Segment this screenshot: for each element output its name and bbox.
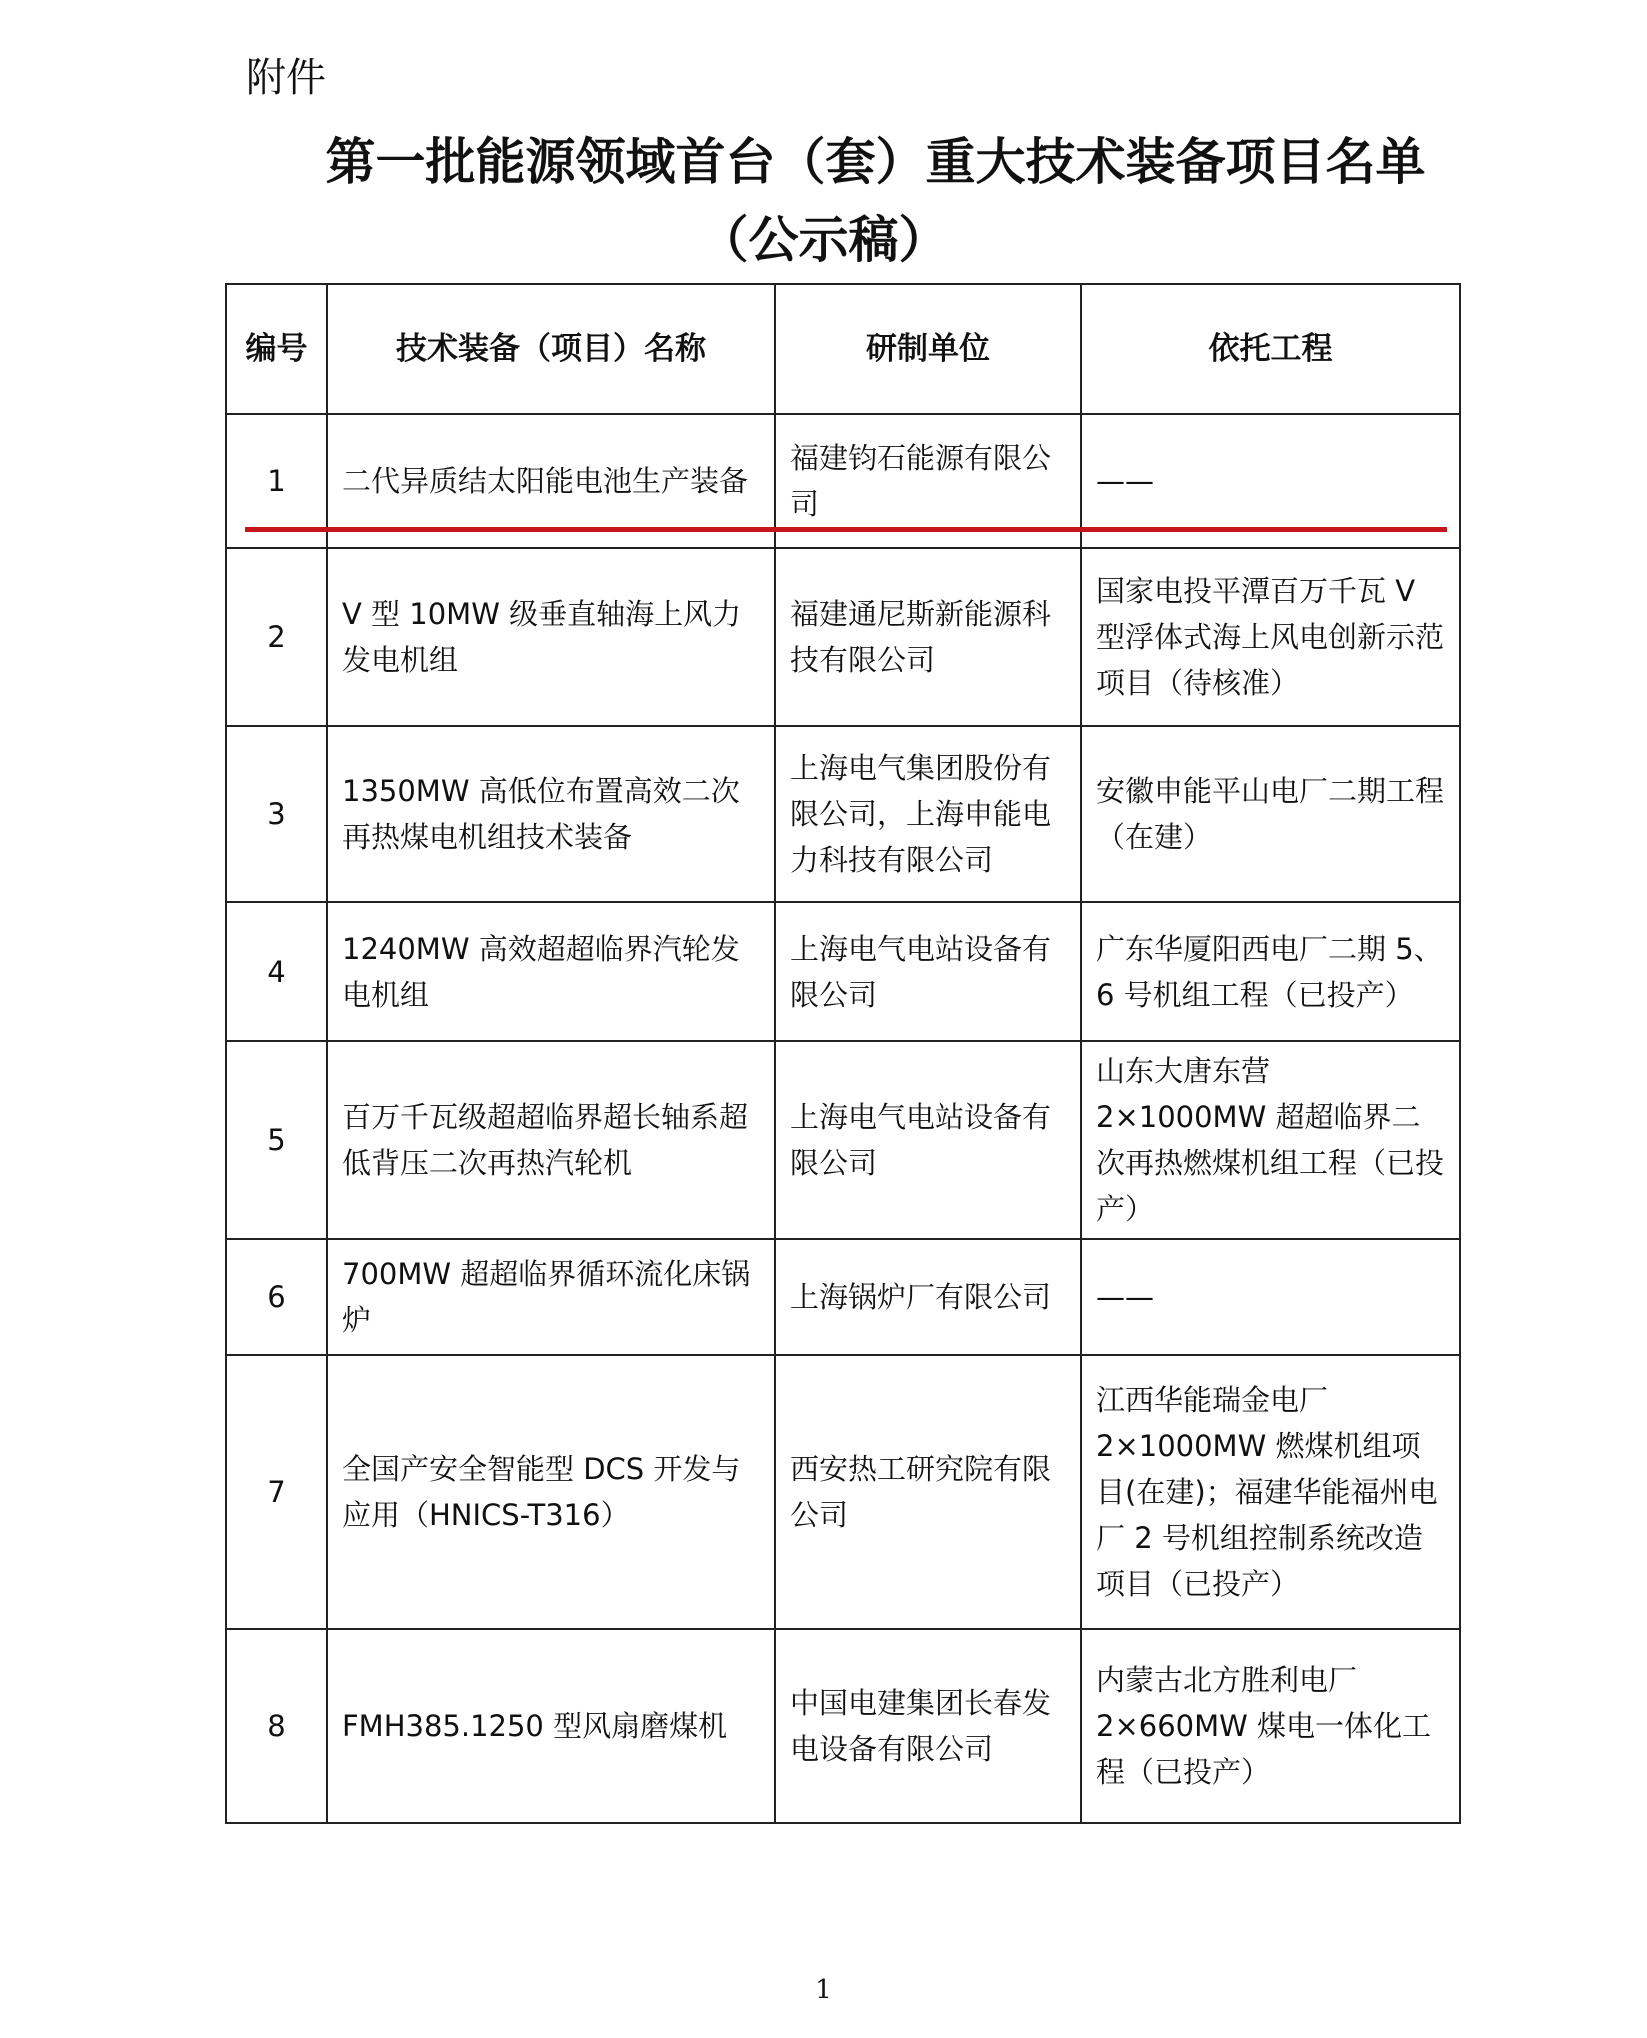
project-list-table <box>225 283 1461 1824</box>
table-row <box>226 1355 1460 1629</box>
cell-developer: 上海电气电站设备有限公司 <box>775 902 1081 1041</box>
table-row <box>226 548 1460 726</box>
cell-developer: 上海电气集团股份有限公司，上海申能电力科技有限公司 <box>775 726 1081 902</box>
attachment-label: 附件 <box>246 55 326 101</box>
cell-supporting-project: 国家电投平潭百万千瓦 V 型浮体式海上风电创新示范项目（待核准） <box>1081 548 1460 726</box>
column-header-developer: 研制单位 <box>775 284 1081 414</box>
cell-number: 5 <box>226 1041 327 1239</box>
cell-number: 4 <box>226 902 327 1041</box>
cell-supporting-project: 安徽申能平山电厂二期工程（在建） <box>1081 726 1460 902</box>
cell-equipment-name: 二代异质结太阳能电池生产装备 <box>327 414 775 548</box>
cell-equipment-name: 700MW 超超临界循环流化床锅炉 <box>327 1239 775 1355</box>
table-row <box>226 902 1460 1041</box>
cell-equipment-name: 1240MW 高效超超临界汽轮发电机组 <box>327 902 775 1041</box>
column-header-equipment-name: 技术装备（项目）名称 <box>327 284 775 414</box>
cell-supporting-project: —— <box>1081 414 1460 548</box>
cell-equipment-name: 百万千瓦级超超临界超长轴系超低背压二次再热汽轮机 <box>327 1041 775 1239</box>
cell-supporting-project: 江西华能瑞金电厂 2×1000MW 燃煤机组项目(在建)；福建华能福州电厂 2 号机组控制系统改造项目（已投产） <box>1081 1355 1460 1629</box>
table-row <box>226 1629 1460 1823</box>
table-header-row <box>226 284 1460 414</box>
cell-number: 1 <box>226 414 327 548</box>
cell-equipment-name: V 型 10MW 级垂直轴海上风力发电机组 <box>327 548 775 726</box>
document-title: 第一批能源领域首台（套）重大技术装备项目名单 <box>325 132 1426 191</box>
column-header-supporting-project: 依托工程 <box>1081 284 1460 414</box>
cell-developer: 上海电气电站设备有限公司 <box>775 1041 1081 1239</box>
cell-number: 8 <box>226 1629 327 1823</box>
cell-developer: 福建钧石能源有限公司 <box>775 414 1081 548</box>
table-row <box>226 726 1460 902</box>
cell-number: 2 <box>226 548 327 726</box>
cell-equipment-name: FMH385.1250 型风扇磨煤机 <box>327 1629 775 1823</box>
cell-supporting-project: 广东华厦阳西电厂二期 5、6 号机组工程（已投产） <box>1081 902 1460 1041</box>
cell-supporting-project: 山东大唐东营 2×1000MW 超超临界二次再热燃煤机组工程（已投产） <box>1081 1041 1460 1239</box>
cell-equipment-name: 全国产安全智能型 DCS 开发与应用（HNICS-T316） <box>327 1355 775 1629</box>
table-row <box>226 1239 1460 1355</box>
column-header-number: 编号 <box>226 284 327 414</box>
cell-developer: 中国电建集团长春发电设备有限公司 <box>775 1629 1081 1823</box>
cell-developer: 上海锅炉厂有限公司 <box>775 1239 1081 1355</box>
red-underline-annotation <box>245 527 1447 532</box>
document-subtitle: （公示稿） <box>698 210 949 269</box>
page-number: 1 <box>815 1975 832 2005</box>
table-row <box>226 1041 1460 1239</box>
cell-number: 6 <box>226 1239 327 1355</box>
cell-supporting-project: —— <box>1081 1239 1460 1355</box>
cell-number: 7 <box>226 1355 327 1629</box>
cell-supporting-project: 内蒙古北方胜利电厂 2×660MW 煤电一体化工程（已投产） <box>1081 1629 1460 1823</box>
cell-developer: 福建通尼斯新能源科技有限公司 <box>775 548 1081 726</box>
cell-equipment-name: 1350MW 高低位布置高效二次再热煤电机组技术装备 <box>327 726 775 902</box>
cell-number: 3 <box>226 726 327 902</box>
cell-developer: 西安热工研究院有限公司 <box>775 1355 1081 1629</box>
